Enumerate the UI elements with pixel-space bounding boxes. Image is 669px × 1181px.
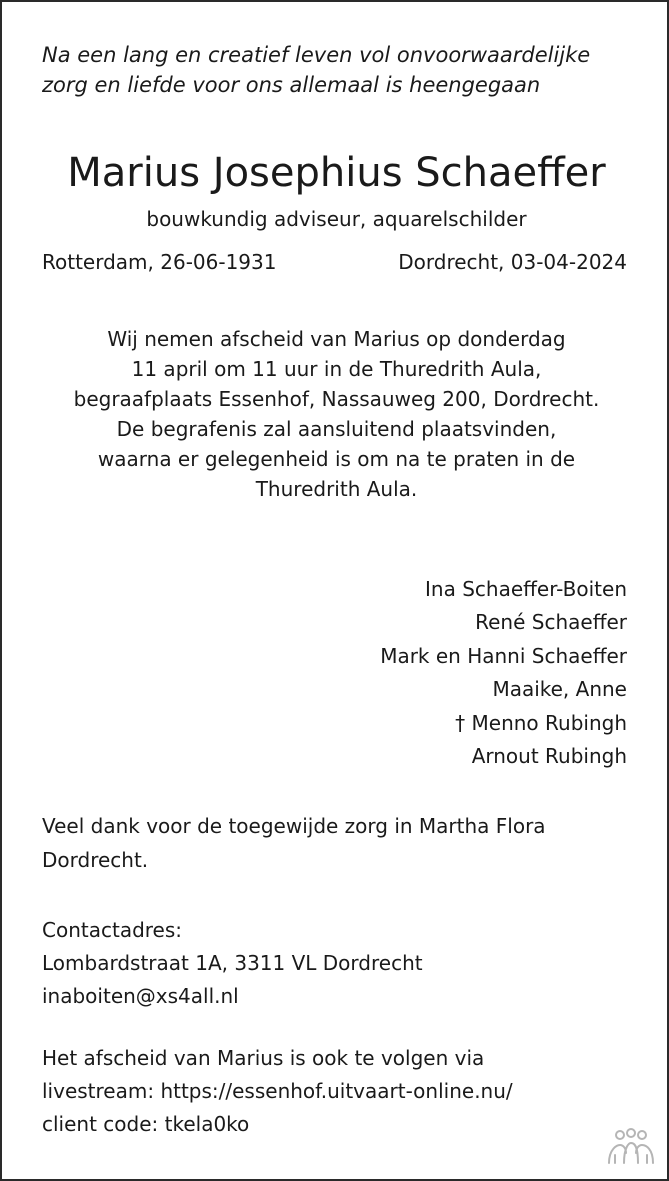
family-name: René Schaeffer (475, 610, 627, 635)
people-group-icon (605, 1127, 657, 1167)
ceremony-line: Thuredrith Aula. (255, 477, 418, 501)
thanks-line: Veel dank voor de toegewijde zorg in Martha Flora (42, 814, 546, 838)
ceremony-line: 11 april om 11 uur in de Thuredrith Aula, (131, 357, 542, 381)
family-names (227, 573, 627, 773)
family-name: Mark en Hanni Schaeffer (380, 643, 627, 668)
family-name: Maaike, Anne (492, 677, 627, 702)
family-name: Ina Schaeffer-Boiten (425, 577, 627, 601)
thanks-text (42, 809, 642, 877)
ceremony-line: De begrafenis zal aansluitend plaatsvinden, (116, 417, 557, 441)
livestream-url: livestream: https://essenhof.uitvaart-online.nu/ (42, 1079, 513, 1103)
occupation: bouwkundig adviseur, aquarelschilder (146, 207, 527, 231)
livestream-line: Het afscheid van Marius is ook te volgen via (42, 1046, 485, 1070)
thanks-line: Dordrecht. (42, 848, 149, 872)
livestream-client-code: client code: tkela0ko (42, 1112, 250, 1136)
ceremony-details (2, 324, 669, 504)
contact-block (42, 914, 642, 1013)
contact-address: Lombardstraat 1A, 3311 VL Dordrecht (42, 951, 423, 975)
family-name: † Menno Rubingh (455, 710, 627, 735)
death-place-date: Dordrecht, 03-04-2024 (398, 250, 627, 274)
ceremony-line: waarna er gelegenheid is om na te praten in de (97, 447, 576, 471)
ceremony-line: Wij nemen afscheid van Marius op donderdag (107, 327, 566, 351)
birth-place-date: Rotterdam, 26-06-1931 (42, 250, 277, 274)
contact-label: Contactadres: (42, 918, 183, 942)
contact-email: inaboiten@xs4all.nl (42, 984, 239, 1008)
intro-line: zorg en liefde voor ons allemaal is heengegaan (42, 73, 541, 97)
deceased-name: Marius Josephius Schaeffer (67, 150, 606, 196)
family-name: Arnout Rubingh (471, 744, 627, 769)
intro-text (42, 40, 642, 100)
intro-line: Na een lang en creatief leven vol onvoorwaardelijke (42, 43, 591, 67)
livestream-block (42, 1042, 642, 1141)
ceremony-line: begraafplaats Essenhof, Nassauweg 200, Dordrecht. (73, 387, 600, 411)
